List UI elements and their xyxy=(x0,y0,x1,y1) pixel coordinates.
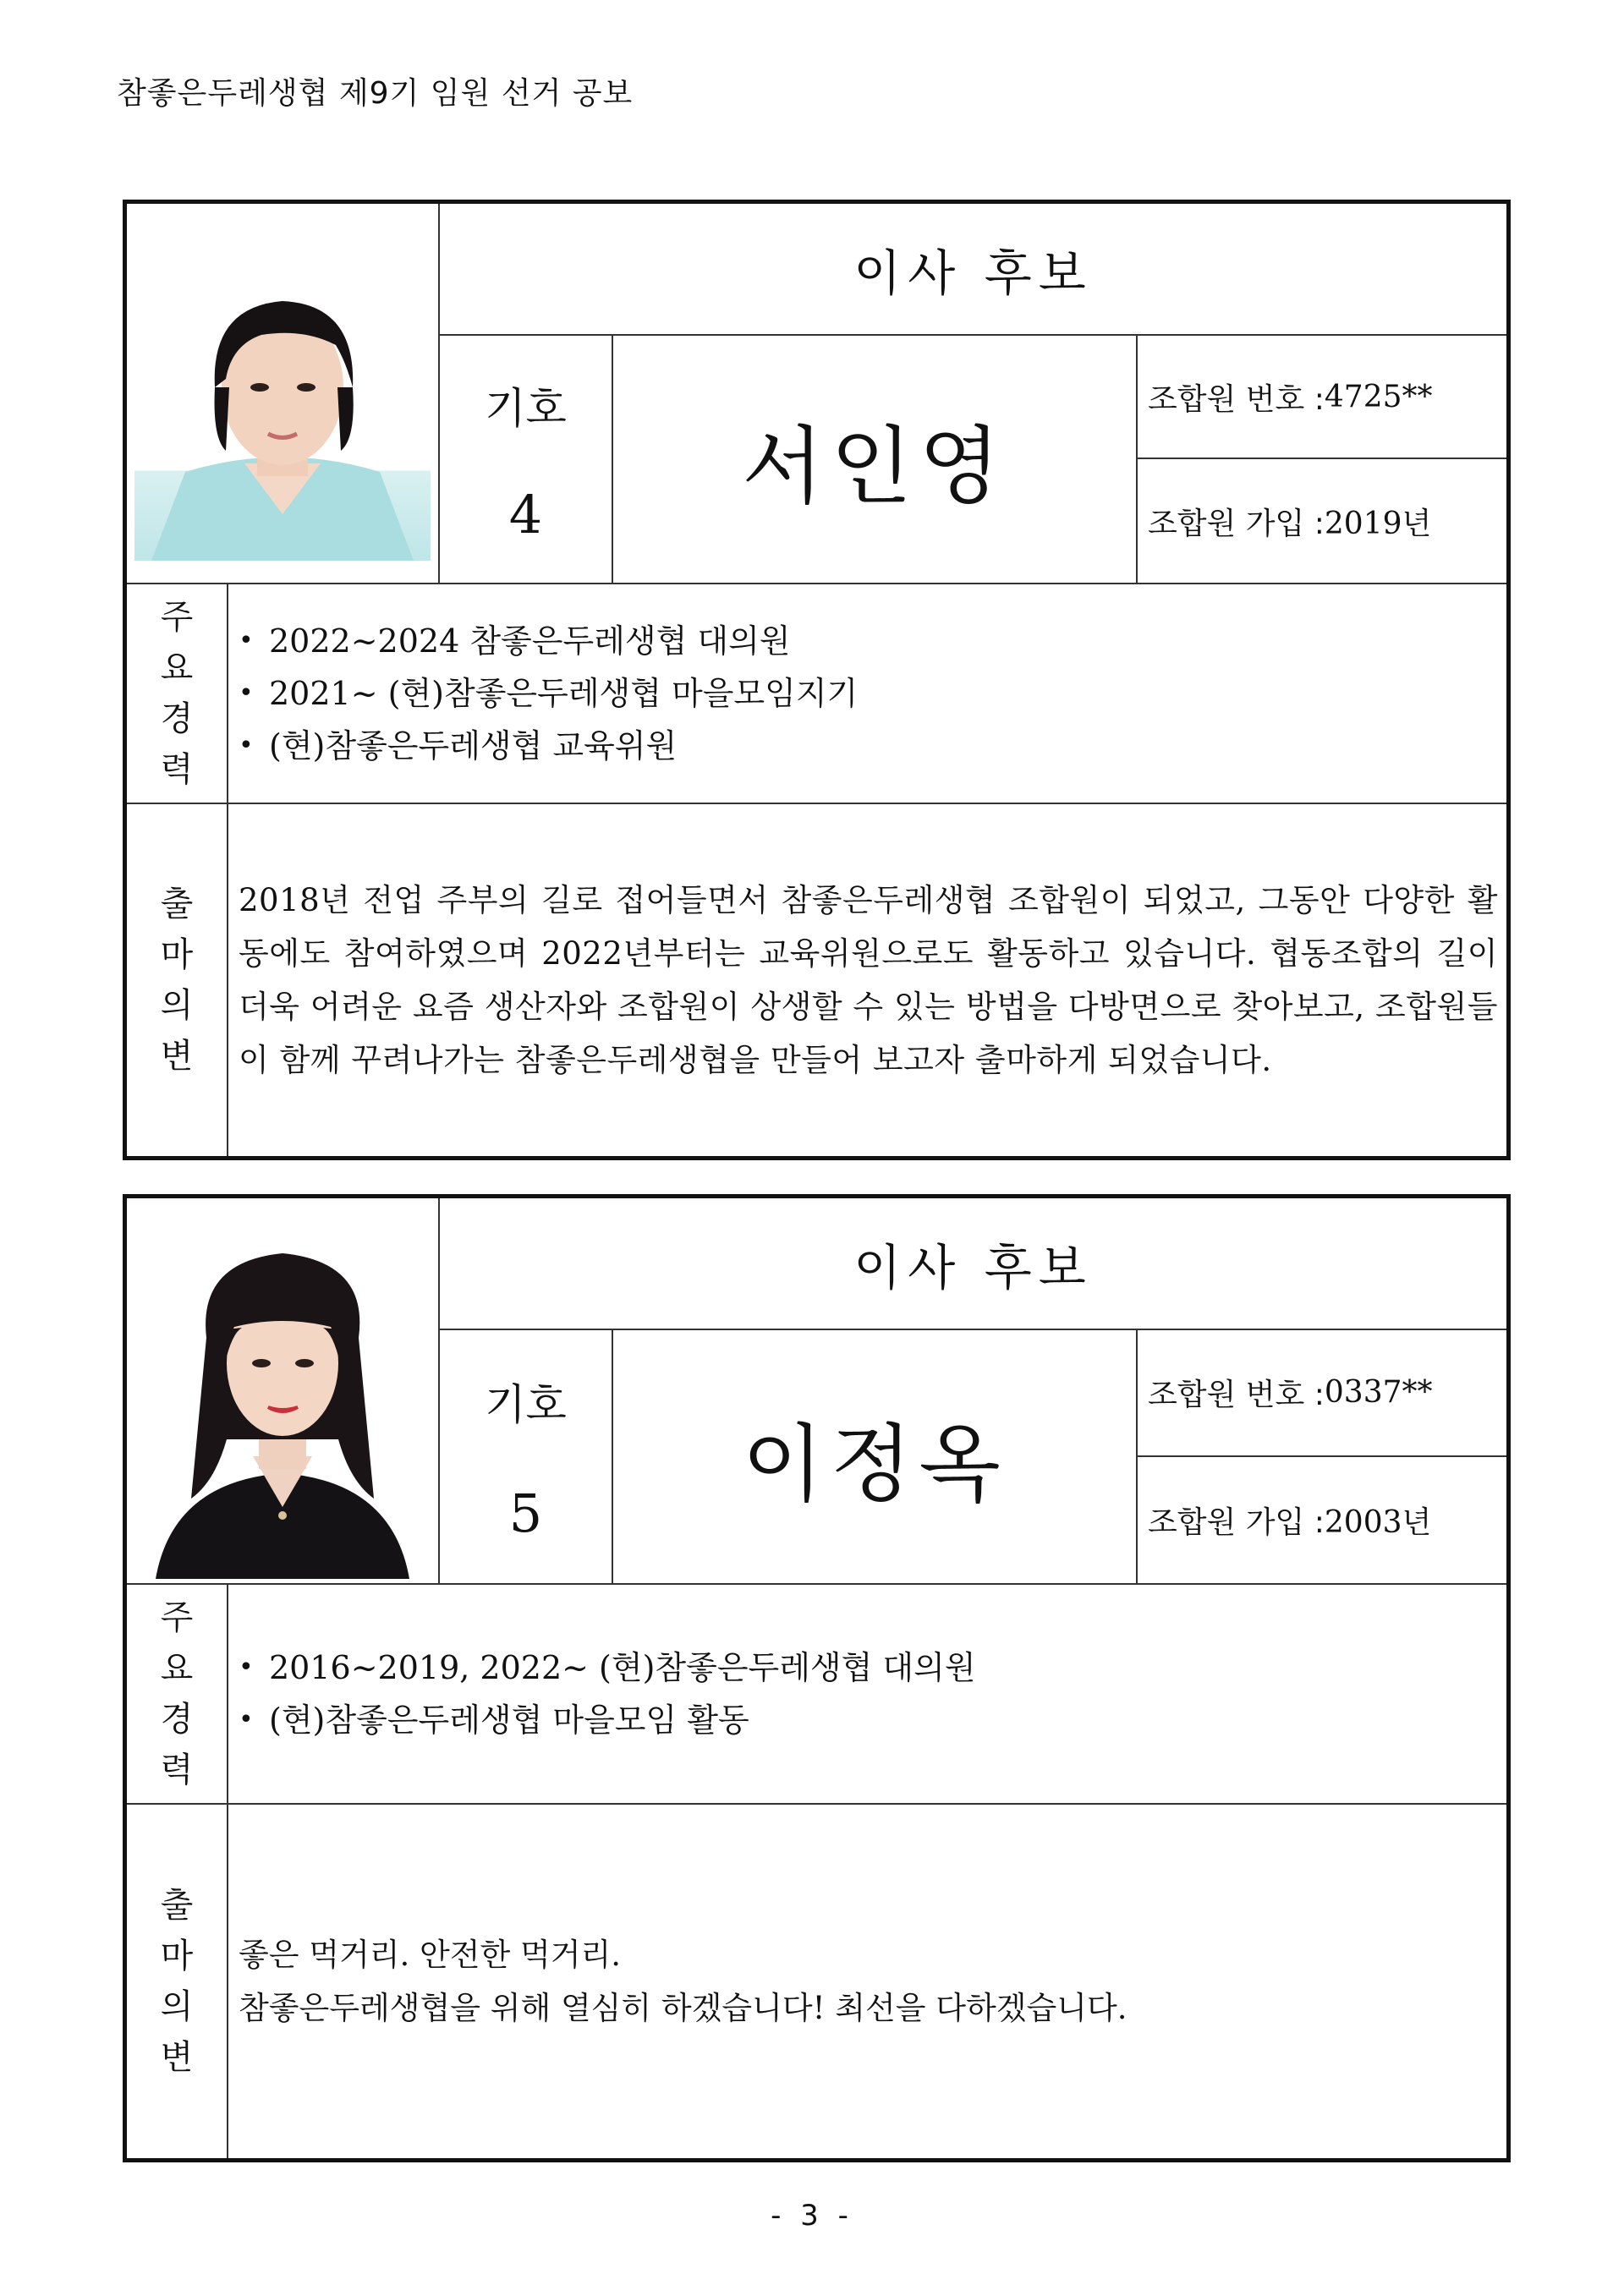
portrait-image xyxy=(134,260,431,561)
candidate-card-5 xyxy=(123,1194,1511,2162)
career-section xyxy=(127,584,1506,804)
member-number-label: 조합원 번호 : xyxy=(1148,1378,1325,1413)
portrait-image xyxy=(147,1228,418,1579)
ballot-number: 5 xyxy=(508,1482,543,1544)
candidate-name: 서인영 xyxy=(613,336,1138,583)
candidate-header-row xyxy=(127,1198,1506,1585)
career-label-char: 력 xyxy=(160,750,194,789)
speech-label-char: 마 xyxy=(160,935,194,974)
list-item xyxy=(239,667,1498,720)
bullet-icon: • xyxy=(239,678,254,708)
list-item xyxy=(239,1694,1498,1746)
speech-label xyxy=(127,1805,228,2158)
career-list xyxy=(239,1641,1498,1746)
career-label-char: 주 xyxy=(160,598,194,637)
career-label xyxy=(127,584,228,803)
career-item-text: 2022~2024 참좋은두레생협 대의원 xyxy=(269,622,791,660)
photo-cell xyxy=(127,1198,440,1583)
candidate-name: 이정옥 xyxy=(613,1330,1138,1583)
career-item-text: (현)참좋은두레생협 교육위원 xyxy=(269,727,678,764)
member-joined-label: 조합원 가입 : xyxy=(1148,506,1325,541)
speech-label xyxy=(127,804,228,1156)
career-label-char: 요 xyxy=(160,649,194,688)
ballot-number-label: 기호 xyxy=(485,1380,567,1429)
candidate-speech: 2018년 전업 주부의 길로 접어들면서 참좋은두레생협 조합원이 되었고, 그동안 다양한 활동에도 참여하였으며 2022년부터는 교육위원으로도 활동하고 있습니다. 협동조합의 길이 더욱 어려운 요즘 생산자와 조합원이 상생할 수 있는 방법을 다방면으로 찾아보고, 조합원들이 함께 꾸려나가는 참좋은두레생협을 만들어 보고자 출마하게 되었습니다. xyxy=(239,882,1498,1078)
member-joined: 2003년 xyxy=(1324,1504,1432,1540)
career-list xyxy=(239,615,1498,772)
career-label-char: 력 xyxy=(160,1751,194,1789)
speech-label-char: 변 xyxy=(160,1037,194,1076)
career-label-char: 경 xyxy=(160,1700,194,1739)
career-label-char: 경 xyxy=(160,699,194,738)
career-label xyxy=(127,1585,228,1803)
bullet-icon: • xyxy=(239,1705,254,1734)
speech-line: 좋은 먹거리. 안전한 먹거리. xyxy=(239,1937,621,1973)
member-joined-row xyxy=(1138,1457,1506,1584)
list-item xyxy=(239,1641,1498,1694)
member-number-label: 조합원 번호 : xyxy=(1148,381,1325,417)
document-header: 참좋은두레생협 제9기 임원 선거 공보 xyxy=(117,76,634,111)
member-joined-row xyxy=(1138,459,1506,583)
career-label-char: 요 xyxy=(160,1649,194,1688)
list-item xyxy=(239,615,1498,667)
speech-label-char: 의 xyxy=(160,1987,194,2026)
speech-label-char: 출 xyxy=(160,1886,194,1925)
speech-label-char: 마 xyxy=(160,1937,194,1975)
career-item-text: 2021~ (현)참좋은두레생협 마을모임지기 xyxy=(269,675,859,712)
speech-section xyxy=(127,1805,1506,2158)
member-number-row xyxy=(1138,336,1506,459)
page-number: - 3 - xyxy=(771,2199,853,2233)
candidate-title: 이사 후보 xyxy=(440,1198,1506,1330)
list-item xyxy=(239,720,1498,772)
candidate-photo xyxy=(134,260,431,561)
member-number: 0337** xyxy=(1324,1375,1433,1411)
speech-line: 참좋은두레생협을 위해 열심히 하겠습니다! 최선을 다하겠습니다. xyxy=(239,1990,1127,2026)
career-body xyxy=(228,584,1506,803)
ballot-number-label: 기호 xyxy=(485,384,567,434)
candidate-header-row xyxy=(127,204,1506,584)
member-info xyxy=(1138,1330,1506,1583)
speech-label-char: 의 xyxy=(160,986,194,1025)
speech-body xyxy=(228,1805,1506,2158)
ballot-number-cell xyxy=(440,1330,613,1583)
candidate-title: 이사 후보 xyxy=(440,204,1506,336)
career-section xyxy=(127,1585,1506,1805)
bullet-icon: • xyxy=(239,626,254,655)
speech-label-char: 변 xyxy=(160,2038,194,2077)
career-body xyxy=(228,1585,1506,1803)
candidate-card-4 xyxy=(123,200,1511,1160)
candidate-photo xyxy=(147,1228,418,1579)
career-label-char: 주 xyxy=(160,1598,194,1637)
member-joined: 2019년 xyxy=(1324,506,1432,541)
bullet-icon: • xyxy=(239,731,254,760)
photo-cell xyxy=(127,204,440,583)
speech-body xyxy=(228,804,1506,1156)
career-item-text: 2016~2019, 2022~ (현)참좋은두레생협 대의원 xyxy=(269,1649,976,1686)
member-number-row xyxy=(1138,1330,1506,1457)
ballot-number: 4 xyxy=(508,483,543,545)
ballot-number-cell xyxy=(440,336,613,583)
member-number: 4725** xyxy=(1324,379,1433,414)
member-joined-label: 조합원 가입 : xyxy=(1148,1504,1325,1540)
speech-section xyxy=(127,804,1506,1156)
speech-label-char: 출 xyxy=(160,885,194,923)
bullet-icon: • xyxy=(239,1652,254,1682)
career-item-text: (현)참좋은두레생협 마을모임 활동 xyxy=(269,1701,749,1739)
member-info xyxy=(1138,336,1506,583)
